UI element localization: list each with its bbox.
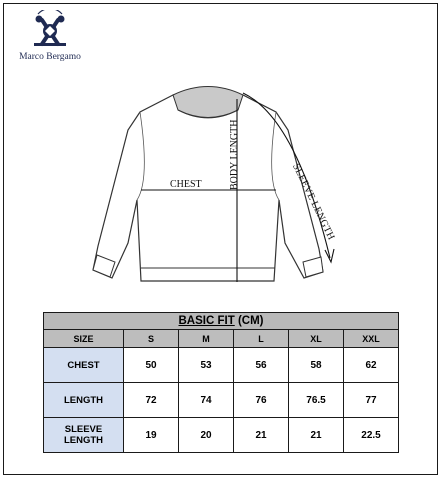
table-cell: 76	[234, 383, 289, 418]
size-chart-table	[43, 312, 399, 453]
table-row	[44, 418, 399, 453]
table-cell: 74	[179, 383, 234, 418]
chest-label: CHEST	[170, 179, 202, 190]
table-cell: 76.5	[289, 383, 344, 418]
size-header-xl: XL	[289, 330, 344, 348]
table-cell: 58	[289, 348, 344, 383]
fit-name: BASIC FIT	[178, 315, 235, 327]
brand-name: Marco Bergamo	[19, 52, 81, 62]
row-label-sleeve-length: SLEEVE LENGTH	[44, 418, 124, 453]
table-cell: 53	[179, 348, 234, 383]
table-cell: 50	[124, 348, 179, 383]
table-cell: 22.5	[344, 418, 399, 453]
table-row	[44, 383, 399, 418]
table-cell: 21	[234, 418, 289, 453]
size-header-m: M	[179, 330, 234, 348]
size-header-l: L	[234, 330, 289, 348]
row-label-chest: CHEST	[44, 348, 124, 383]
size-header-cell: SIZE	[44, 330, 124, 348]
table-title	[44, 313, 399, 330]
table-cell: 62	[344, 348, 399, 383]
table-cell: 77	[344, 383, 399, 418]
unit-label: (CM)	[237, 315, 264, 327]
size-header-row	[44, 330, 399, 348]
table-title-row	[44, 313, 399, 330]
table-cell: 19	[124, 418, 179, 453]
table-row	[44, 348, 399, 383]
table-cell: 56	[234, 348, 289, 383]
body-length-label: BODY LENGTH	[229, 119, 240, 190]
row-label-length: LENGTH	[44, 383, 124, 418]
table-cell: 72	[124, 383, 179, 418]
size-header-xxl: XXL	[344, 330, 399, 348]
table-cell: 20	[179, 418, 234, 453]
size-header-s: S	[124, 330, 179, 348]
table-cell: 21	[289, 418, 344, 453]
sleeve-length-label: SLEEVE LENGTH	[290, 162, 337, 242]
